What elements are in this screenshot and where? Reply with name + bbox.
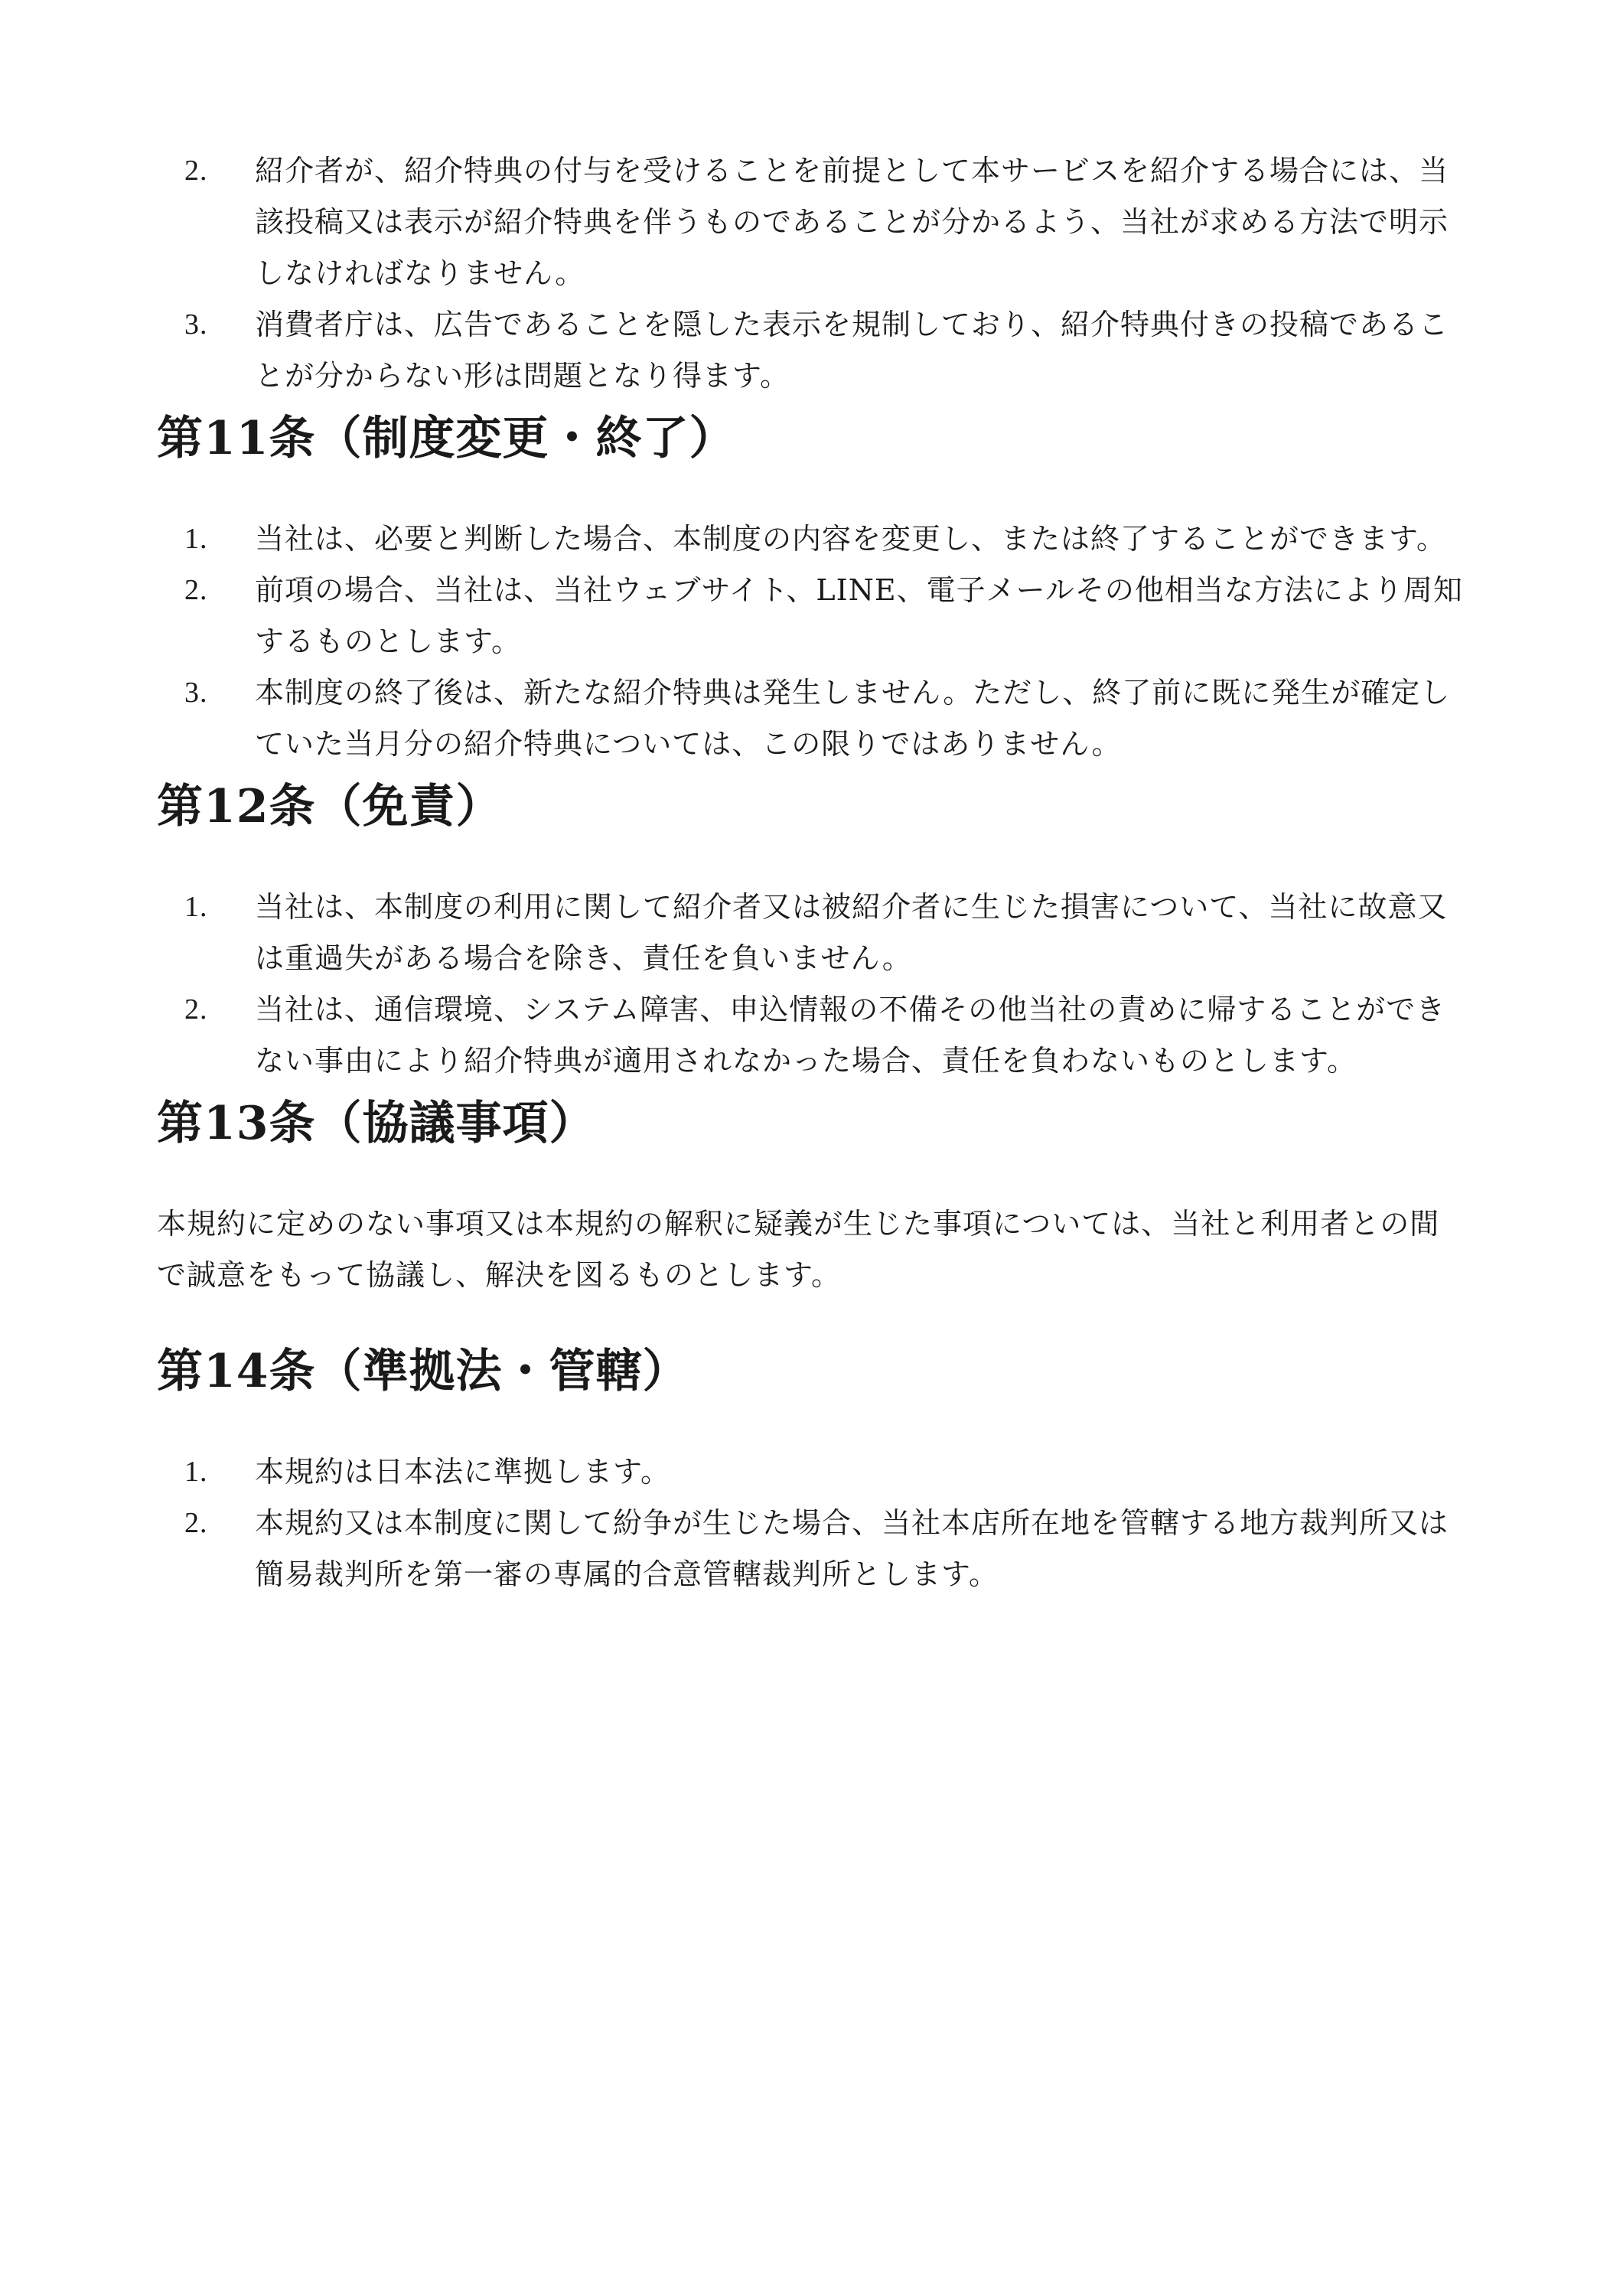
article-12-heading: 第12条（免責） [157, 780, 503, 833]
clause-text: 紹介者が、紹介特典の付与を受けることを前提として本サービスを紹介する場合には、当該投稿又は表示が紹介特典を伴うものであることが分かるよう、当社が求める方法で明示しなければなりません。 [255, 154, 1449, 290]
clause-text: 当社は、本制度の利用に関して紹介者又は被紹介者に生じた損害について、当社に故意又は重過失がある場合を除き、責任を負いません。 [255, 890, 1448, 975]
clause-number: 1. [184, 1456, 208, 1488]
clause-text: 本制度の終了後は、新たな紹介特典は発生しません。ただし、終了前に既に発生が確定していた当月分の紹介特典については、この限りではありません。 [255, 676, 1451, 761]
clause-number: 3. [184, 677, 208, 709]
clause-item [157, 565, 1469, 667]
clause-item [157, 882, 1469, 984]
article-13-heading: 第13条（協議事項） [157, 1097, 596, 1150]
clause-text: 消費者庁は、広告であることを隠した表示を規制しており、紹介特典付きの投稿であることが分からない形は問題となり得ます。 [255, 308, 1449, 393]
clause-number: 1. [184, 523, 208, 555]
clause-item [157, 299, 1469, 402]
clause-number: 2. [184, 155, 208, 187]
clause-item [157, 1446, 1469, 1498]
clause-number: 2. [184, 993, 208, 1026]
article-12-clause-list [157, 882, 1469, 1087]
clause-text: 本規約又は本制度に関して紛争が生じた場合、当社本店所在地を管轄する地方裁判所又は簡易裁判所を第一審の専属的合意管轄裁判所とします。 [255, 1506, 1449, 1591]
clause-item [157, 145, 1469, 299]
clause-text: 本規約は日本法に準拠します。 [255, 1455, 670, 1489]
article-11-heading: 第11条（制度変更・終了） [157, 412, 736, 465]
clause-item [157, 514, 1469, 565]
article-14-clause-list [157, 1446, 1469, 1600]
article-14-heading: 第14条（準拠法・管轄） [157, 1345, 689, 1398]
clause-number: 3. [184, 308, 208, 341]
clause-number: 2. [184, 1507, 208, 1539]
clause-item [157, 1498, 1469, 1600]
article-13-paragraph: 本規約に定めのない事項又は本規約の解釈に疑義が生じた事項については、当社と利用者との間で誠意をもって協議し、解決を図るものとします。 [157, 1207, 1440, 1292]
clause-text: 当社は、通信環境、システム障害、申込情報の不備その他当社の責めに帰することができない事由により紹介特典が適用されなかった場合、責任を負わないものとします。 [255, 993, 1446, 1078]
clause-text: 当社は、必要と判断した場合、本制度の内容を変更し、または終了することができます。 [255, 522, 1446, 556]
continued-clause-list [157, 145, 1469, 402]
clause-number: 2. [184, 574, 208, 606]
clause-item [157, 984, 1469, 1087]
clause-number: 1. [184, 891, 208, 923]
clause-item [157, 667, 1469, 770]
clause-text: 前項の場合、当社は、当社ウェブサイト、LINE、電子メールその他相当な方法により周知するものとします。 [255, 573, 1463, 658]
document-content [157, 145, 1469, 1600]
article-11-clause-list [157, 514, 1469, 770]
